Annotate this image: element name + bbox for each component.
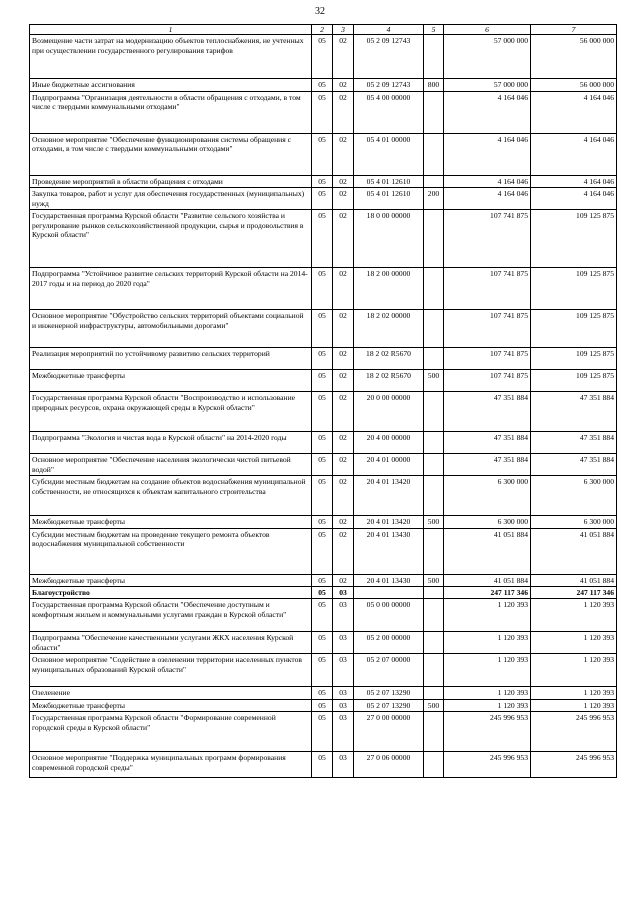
table-header-row — [30, 25, 617, 35]
row-expense-type — [424, 175, 444, 187]
row-name: Подпрограмма "Обеспечение качественными услугами ЖКХ населения Курской области" — [30, 632, 312, 654]
row-target-article: 05 2 07 13290 — [354, 687, 424, 699]
row-target-article: 20 4 00 00000 — [354, 432, 424, 454]
row-target-article: 27 0 06 00000 — [354, 752, 424, 778]
row-target-article: 20 4 01 13430 — [354, 528, 424, 574]
row-subsection: 03 — [333, 587, 354, 599]
row-amount-year1: 41 051 884 — [444, 528, 531, 574]
row-name: Государственная программа Курской области "Обеспечение доступным и комфортным жильем и коммунальными услугами граждан в Курской области" — [30, 599, 312, 632]
row-subsection: 02 — [333, 175, 354, 187]
row-amount-year1: 4 164 046 — [444, 175, 531, 187]
row-section: 05 — [312, 752, 333, 778]
row-amount-year1: 107 741 875 — [444, 210, 531, 268]
row-section: 05 — [312, 516, 333, 528]
row-name: Реализация мероприятий по устойчивому развитию сельских территорий — [30, 348, 312, 370]
row-subsection: 02 — [333, 454, 354, 476]
row-target-article: 05 4 01 12610 — [354, 175, 424, 187]
row-section: 05 — [312, 632, 333, 654]
row-section: 05 — [312, 687, 333, 699]
row-name: Подпрограмма "Экология и чистая вода в Курской области" на 2014-2020 годы — [30, 432, 312, 454]
row-amount-year2: 109 125 875 — [531, 348, 617, 370]
row-amount-year2: 109 125 875 — [531, 310, 617, 348]
row-amount-year2: 245 996 953 — [531, 752, 617, 778]
row-amount-year1: 4 164 046 — [444, 133, 531, 175]
row-subsection: 02 — [333, 574, 354, 586]
row-amount-year1: 107 741 875 — [444, 310, 531, 348]
row-section: 05 — [312, 133, 333, 175]
row-expense-type: 500 — [424, 699, 444, 711]
row-subsection: 02 — [333, 79, 354, 91]
row-subsection: 03 — [333, 712, 354, 752]
table-row — [30, 516, 617, 528]
row-name: Субсидии местным бюджетам на проведение текущего ремонта объектов водоснабжения муниципальной собственности — [30, 528, 312, 574]
column-header: 1 — [30, 25, 312, 35]
row-section: 05 — [312, 654, 333, 687]
table-row — [30, 133, 617, 175]
row-expense-type — [424, 35, 444, 79]
budget-table — [29, 24, 617, 778]
row-name: Основное мероприятие "Обеспечение функционирования системы обращения с отходами, в том числе с твердыми коммунальными отходами" — [30, 133, 312, 175]
row-target-article — [354, 587, 424, 599]
row-subsection: 02 — [333, 188, 354, 210]
row-name: Проведение мероприятий в области обращения с отходами — [30, 175, 312, 187]
row-subsection: 03 — [333, 687, 354, 699]
row-amount-year2: 1 120 393 — [531, 599, 617, 632]
table-row — [30, 654, 617, 687]
row-subsection: 02 — [333, 392, 354, 432]
row-expense-type — [424, 91, 444, 133]
table-row — [30, 370, 617, 392]
row-amount-year1: 245 996 953 — [444, 712, 531, 752]
row-target-article: 05 2 09 12743 — [354, 79, 424, 91]
row-expense-type — [424, 210, 444, 268]
row-subsection: 02 — [333, 133, 354, 175]
row-expense-type: 500 — [424, 516, 444, 528]
row-amount-year1: 47 351 884 — [444, 432, 531, 454]
row-target-article: 18 2 02 00000 — [354, 310, 424, 348]
row-name: Озеленение — [30, 687, 312, 699]
row-name: Основное мероприятие "Обустройство сельских территорий объектами социальной и инженерной инфраструктуры, автомобильными дорогами" — [30, 310, 312, 348]
row-name: Межбюджетные трансферты — [30, 574, 312, 586]
row-expense-type: 500 — [424, 574, 444, 586]
row-amount-year2: 1 120 393 — [531, 654, 617, 687]
row-subsection: 02 — [333, 476, 354, 516]
row-name: Основное мероприятие "Содействие в озеленении территории населенных пунктов муниципальных образований Курской области" — [30, 654, 312, 687]
row-section: 05 — [312, 175, 333, 187]
row-target-article: 27 0 00 00000 — [354, 712, 424, 752]
row-amount-year2: 41 051 884 — [531, 528, 617, 574]
table-row — [30, 35, 617, 79]
row-section: 05 — [312, 370, 333, 392]
row-name: Субсидии местным бюджетам на создание объектов водоснабжения муниципальной собственности, не относящихся к объектам капитального строительства — [30, 476, 312, 516]
row-amount-year2: 6 300 000 — [531, 516, 617, 528]
row-name: Закупка товаров, работ и услуг для обеспечения государственных (муниципальных) нужд — [30, 188, 312, 210]
column-header: 4 — [354, 25, 424, 35]
row-amount-year2: 4 164 046 — [531, 133, 617, 175]
row-amount-year2: 6 300 000 — [531, 476, 617, 516]
table-row — [30, 528, 617, 574]
row-amount-year1: 247 117 346 — [444, 587, 531, 599]
table-row — [30, 476, 617, 516]
row-target-article: 18 0 00 00000 — [354, 210, 424, 268]
table-row — [30, 175, 617, 187]
row-expense-type: 500 — [424, 370, 444, 392]
row-amount-year2: 1 120 393 — [531, 632, 617, 654]
row-amount-year2: 245 996 953 — [531, 712, 617, 752]
row-amount-year1: 1 120 393 — [444, 599, 531, 632]
row-section: 05 — [312, 79, 333, 91]
row-section: 05 — [312, 699, 333, 711]
row-target-article: 20 4 01 13430 — [354, 574, 424, 586]
row-target-article: 05 2 07 00000 — [354, 654, 424, 687]
row-amount-year2: 109 125 875 — [531, 370, 617, 392]
table-row — [30, 712, 617, 752]
column-header: 2 — [312, 25, 333, 35]
row-expense-type — [424, 268, 444, 310]
row-amount-year1: 6 300 000 — [444, 516, 531, 528]
row-target-article: 18 2 00 00000 — [354, 268, 424, 310]
row-amount-year2: 4 164 046 — [531, 91, 617, 133]
row-expense-type — [424, 432, 444, 454]
table-row — [30, 91, 617, 133]
row-section: 05 — [312, 91, 333, 133]
row-subsection: 02 — [333, 516, 354, 528]
row-target-article: 20 4 01 13420 — [354, 516, 424, 528]
row-expense-type: 800 — [424, 79, 444, 91]
row-amount-year2: 109 125 875 — [531, 210, 617, 268]
row-section: 05 — [312, 454, 333, 476]
row-target-article: 18 2 02 R5670 — [354, 348, 424, 370]
row-section: 05 — [312, 210, 333, 268]
row-target-article: 20 4 01 13420 — [354, 476, 424, 516]
row-expense-type — [424, 310, 444, 348]
row-expense-type — [424, 454, 444, 476]
row-section: 05 — [312, 712, 333, 752]
row-amount-year2: 1 120 393 — [531, 687, 617, 699]
row-subsection: 02 — [333, 268, 354, 310]
page-number: 32 — [315, 6, 325, 17]
row-section: 05 — [312, 476, 333, 516]
column-header: 7 — [531, 25, 617, 35]
row-target-article: 05 4 00 00000 — [354, 91, 424, 133]
table-row — [30, 79, 617, 91]
row-name: Иные бюджетные ассигнования — [30, 79, 312, 91]
row-section: 05 — [312, 392, 333, 432]
row-section: 05 — [312, 35, 333, 79]
row-amount-year2: 47 351 884 — [531, 454, 617, 476]
row-subsection: 02 — [333, 91, 354, 133]
row-amount-year2: 41 051 884 — [531, 574, 617, 586]
row-expense-type: 200 — [424, 188, 444, 210]
row-section: 05 — [312, 574, 333, 586]
row-target-article: 05 4 01 00000 — [354, 133, 424, 175]
row-name: Подпрограмма "Организация деятельности в области обращения с отходами, в том числе с твердыми коммунальными отходами" — [30, 91, 312, 133]
row-target-article: 05 0 00 00000 — [354, 599, 424, 632]
row-name: Основное мероприятие "Поддержка муниципальных программ формирования современной городской среды" — [30, 752, 312, 778]
row-amount-year1: 4 164 046 — [444, 188, 531, 210]
row-amount-year1: 1 120 393 — [444, 699, 531, 711]
table-row — [30, 268, 617, 310]
table-row — [30, 687, 617, 699]
table-row — [30, 599, 617, 632]
row-subsection: 02 — [333, 348, 354, 370]
row-amount-year1: 57 000 000 — [444, 35, 531, 79]
row-section: 05 — [312, 599, 333, 632]
row-expense-type — [424, 476, 444, 516]
row-name: Межбюджетные трансферты — [30, 370, 312, 392]
table-row — [30, 310, 617, 348]
row-amount-year2: 247 117 346 — [531, 587, 617, 599]
row-name: Межбюджетные трансферты — [30, 699, 312, 711]
column-header: 3 — [333, 25, 354, 35]
row-section: 05 — [312, 268, 333, 310]
row-subsection: 03 — [333, 632, 354, 654]
row-subsection: 02 — [333, 35, 354, 79]
row-name: Основное мероприятие "Обеспечение населения экологически чистой питьевой водой" — [30, 454, 312, 476]
row-amount-year1: 107 741 875 — [444, 268, 531, 310]
table-row — [30, 348, 617, 370]
row-expense-type — [424, 654, 444, 687]
row-subsection: 02 — [333, 432, 354, 454]
row-subsection: 03 — [333, 599, 354, 632]
row-amount-year2: 56 000 000 — [531, 35, 617, 79]
table-row — [30, 454, 617, 476]
row-amount-year1: 1 120 393 — [444, 632, 531, 654]
row-expense-type — [424, 599, 444, 632]
row-name: Подпрограмма "Устойчивое развитие сельских территорий Курской области на 2014-2017 годы и на период до 2020 года" — [30, 268, 312, 310]
row-amount-year1: 245 996 953 — [444, 752, 531, 778]
row-expense-type — [424, 133, 444, 175]
row-subsection: 02 — [333, 370, 354, 392]
row-amount-year1: 107 741 875 — [444, 348, 531, 370]
row-target-article: 05 4 01 12610 — [354, 188, 424, 210]
row-subsection: 03 — [333, 699, 354, 711]
table-row — [30, 632, 617, 654]
row-expense-type — [424, 632, 444, 654]
row-amount-year1: 107 741 875 — [444, 370, 531, 392]
row-subsection: 02 — [333, 310, 354, 348]
row-amount-year1: 57 000 000 — [444, 79, 531, 91]
row-name: Государственная программа Курской области "Развитие сельского хозяйства и регулирование рынков сельскохозяйственной продукции, сырья и продовольствия в Курской области" — [30, 210, 312, 268]
row-target-article: 05 2 07 13290 — [354, 699, 424, 711]
row-expense-type — [424, 348, 444, 370]
row-amount-year1: 47 351 884 — [444, 392, 531, 432]
table-row — [30, 752, 617, 778]
row-expense-type — [424, 392, 444, 432]
row-amount-year2: 47 351 884 — [531, 432, 617, 454]
column-header: 5 — [424, 25, 444, 35]
row-target-article: 05 2 09 12743 — [354, 35, 424, 79]
row-amount-year1: 6 300 000 — [444, 476, 531, 516]
row-expense-type — [424, 687, 444, 699]
row-amount-year1: 1 120 393 — [444, 654, 531, 687]
row-subsection: 02 — [333, 528, 354, 574]
row-section: 05 — [312, 528, 333, 574]
table-row — [30, 699, 617, 711]
row-name: Государственная программа Курской области "Воспроизводство и использование природных ресурсов, охрана окружающей среды в Курской области" — [30, 392, 312, 432]
row-expense-type — [424, 587, 444, 599]
row-subsection: 03 — [333, 752, 354, 778]
row-amount-year2: 4 164 046 — [531, 175, 617, 187]
row-section: 05 — [312, 348, 333, 370]
table-row — [30, 210, 617, 268]
row-name: Межбюджетные трансферты — [30, 516, 312, 528]
row-section: 05 — [312, 432, 333, 454]
row-expense-type — [424, 712, 444, 752]
row-section: 05 — [312, 587, 333, 599]
row-amount-year2: 109 125 875 — [531, 268, 617, 310]
row-name: Благоустройство — [30, 587, 312, 599]
table-row — [30, 392, 617, 432]
row-target-article: 20 4 01 00000 — [354, 454, 424, 476]
row-expense-type — [424, 528, 444, 574]
row-amount-year2: 47 351 884 — [531, 392, 617, 432]
table-row — [30, 188, 617, 210]
row-section: 05 — [312, 188, 333, 210]
row-amount-year1: 4 164 046 — [444, 91, 531, 133]
row-amount-year2: 1 120 393 — [531, 699, 617, 711]
row-target-article: 20 0 00 00000 — [354, 392, 424, 432]
table-row — [30, 432, 617, 454]
row-amount-year1: 41 051 884 — [444, 574, 531, 586]
row-amount-year2: 56 000 000 — [531, 79, 617, 91]
column-header: 6 — [444, 25, 531, 35]
table-row — [30, 574, 617, 586]
row-subsection: 03 — [333, 654, 354, 687]
row-name: Государственная программа Курской области "Формирование современной городской среды в Курской области" — [30, 712, 312, 752]
table-body — [30, 35, 617, 778]
row-subsection: 02 — [333, 210, 354, 268]
table-row — [30, 587, 617, 599]
row-amount-year2: 4 164 046 — [531, 188, 617, 210]
row-amount-year1: 47 351 884 — [444, 454, 531, 476]
row-name: Возмещение части затрат на модернизацию объектов теплоснабжения, не учтенных при осуществлении государственного регулирования тарифов — [30, 35, 312, 79]
row-expense-type — [424, 752, 444, 778]
row-target-article: 05 2 00 00000 — [354, 632, 424, 654]
row-amount-year1: 1 120 393 — [444, 687, 531, 699]
row-target-article: 18 2 02 R5670 — [354, 370, 424, 392]
row-section: 05 — [312, 310, 333, 348]
